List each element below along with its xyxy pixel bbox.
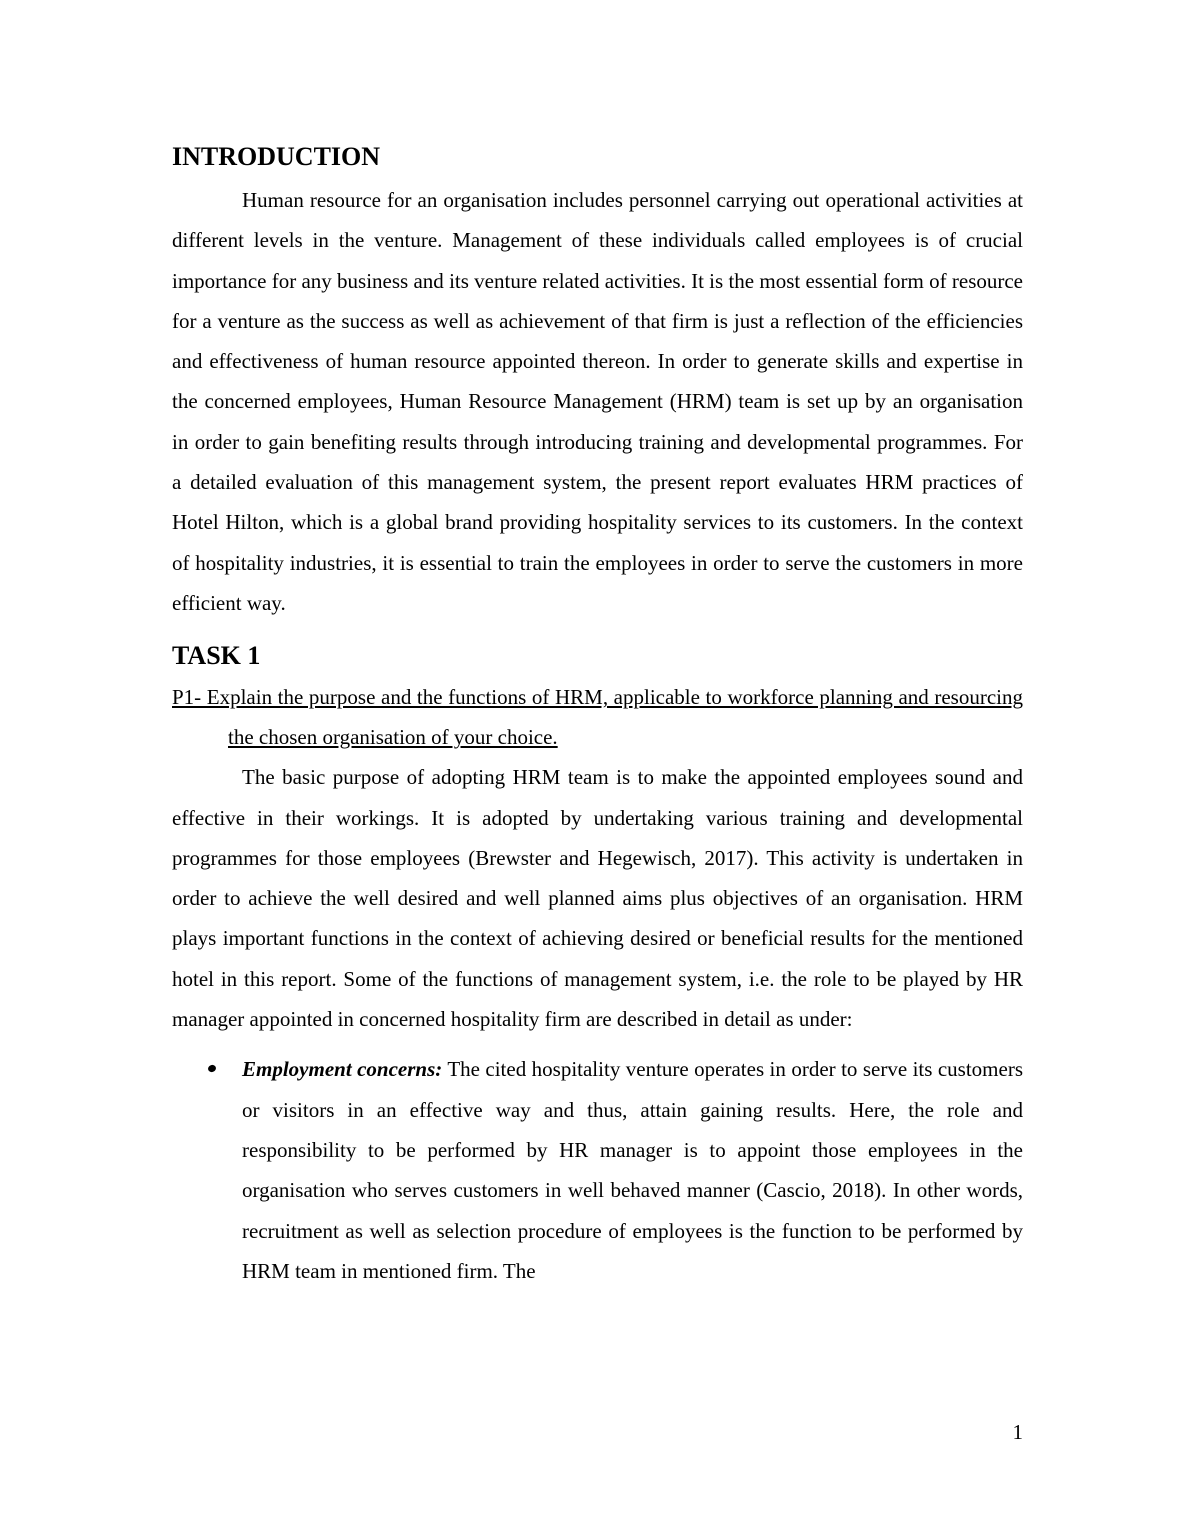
task-paragraph: The basic purpose of adopting HRM team is to make the appointed employees sound and effective in their workings. It is adopted by undertaking various training and developmental programmes for those employees (Brewster and Hegewisch, 2017). This activity is undertaken in order to achieve the well desired and well planned aims plus objectives of an organisation. HRM plays important functions in the context of achieving desired or beneficial results for the mentioned hotel in this report. Some of the functions of management system, i.e. the role to be played by HR manager appointed in concerned hospitality firm are described in detail as under: bbox=[172, 765, 1023, 1032]
functions-list bbox=[172, 1049, 1023, 1291]
bullet-term: Employment concerns: bbox=[242, 1057, 443, 1082]
task-1-heading: TASK 1 bbox=[172, 641, 261, 671]
task-question: P1- Explain the purpose and the functions of HRM, applicable to workforce planning and resourcing the chosen organisation of your choice. bbox=[172, 685, 1023, 750]
bullet-icon bbox=[207, 1064, 217, 1073]
introduction-heading: INTRODUCTION bbox=[172, 142, 381, 171]
list-item bbox=[172, 1049, 1023, 1291]
bullet-text: The cited hospitality venture operates in order to serve its customers or visitors in an effective way and thus, attain gaining results. Here, the role and responsibility to be performed by HR manager is to appoint those employees in the organisation who serves customers in well behaved manner (Cascio, 2018). In other words, recruitment as well as selection procedure of employees is the function to be performed by HRM team in mentioned firm. The bbox=[242, 1057, 1023, 1283]
page-content bbox=[172, 140, 1023, 1291]
introduction-paragraph: Human resource for an organisation includes personnel carrying out operational activities at different levels in the venture. Management of these individuals called employees is of crucial importance for any business and its venture related activities. It is the most essential form of resource for a venture as the success as well as achievement of that firm is just a reflection of the efficiencies and effectiveness of human resource appointed thereon. In order to generate skills and expertise in the concerned employees, Human Resource Management (HRM) team is set up by an organisation in order to gain benefiting results through introducing training and developmental programmes. For a detailed evaluation of this management system, the present report evaluates HRM practices of Hotel Hilton, which is a global brand providing hospitality services to its customers. In the context of hospitality industries, it is essential to train the employees in order to serve the customers in more efficient way. bbox=[172, 188, 1023, 615]
page-number: 1 bbox=[1012, 1420, 1023, 1444]
